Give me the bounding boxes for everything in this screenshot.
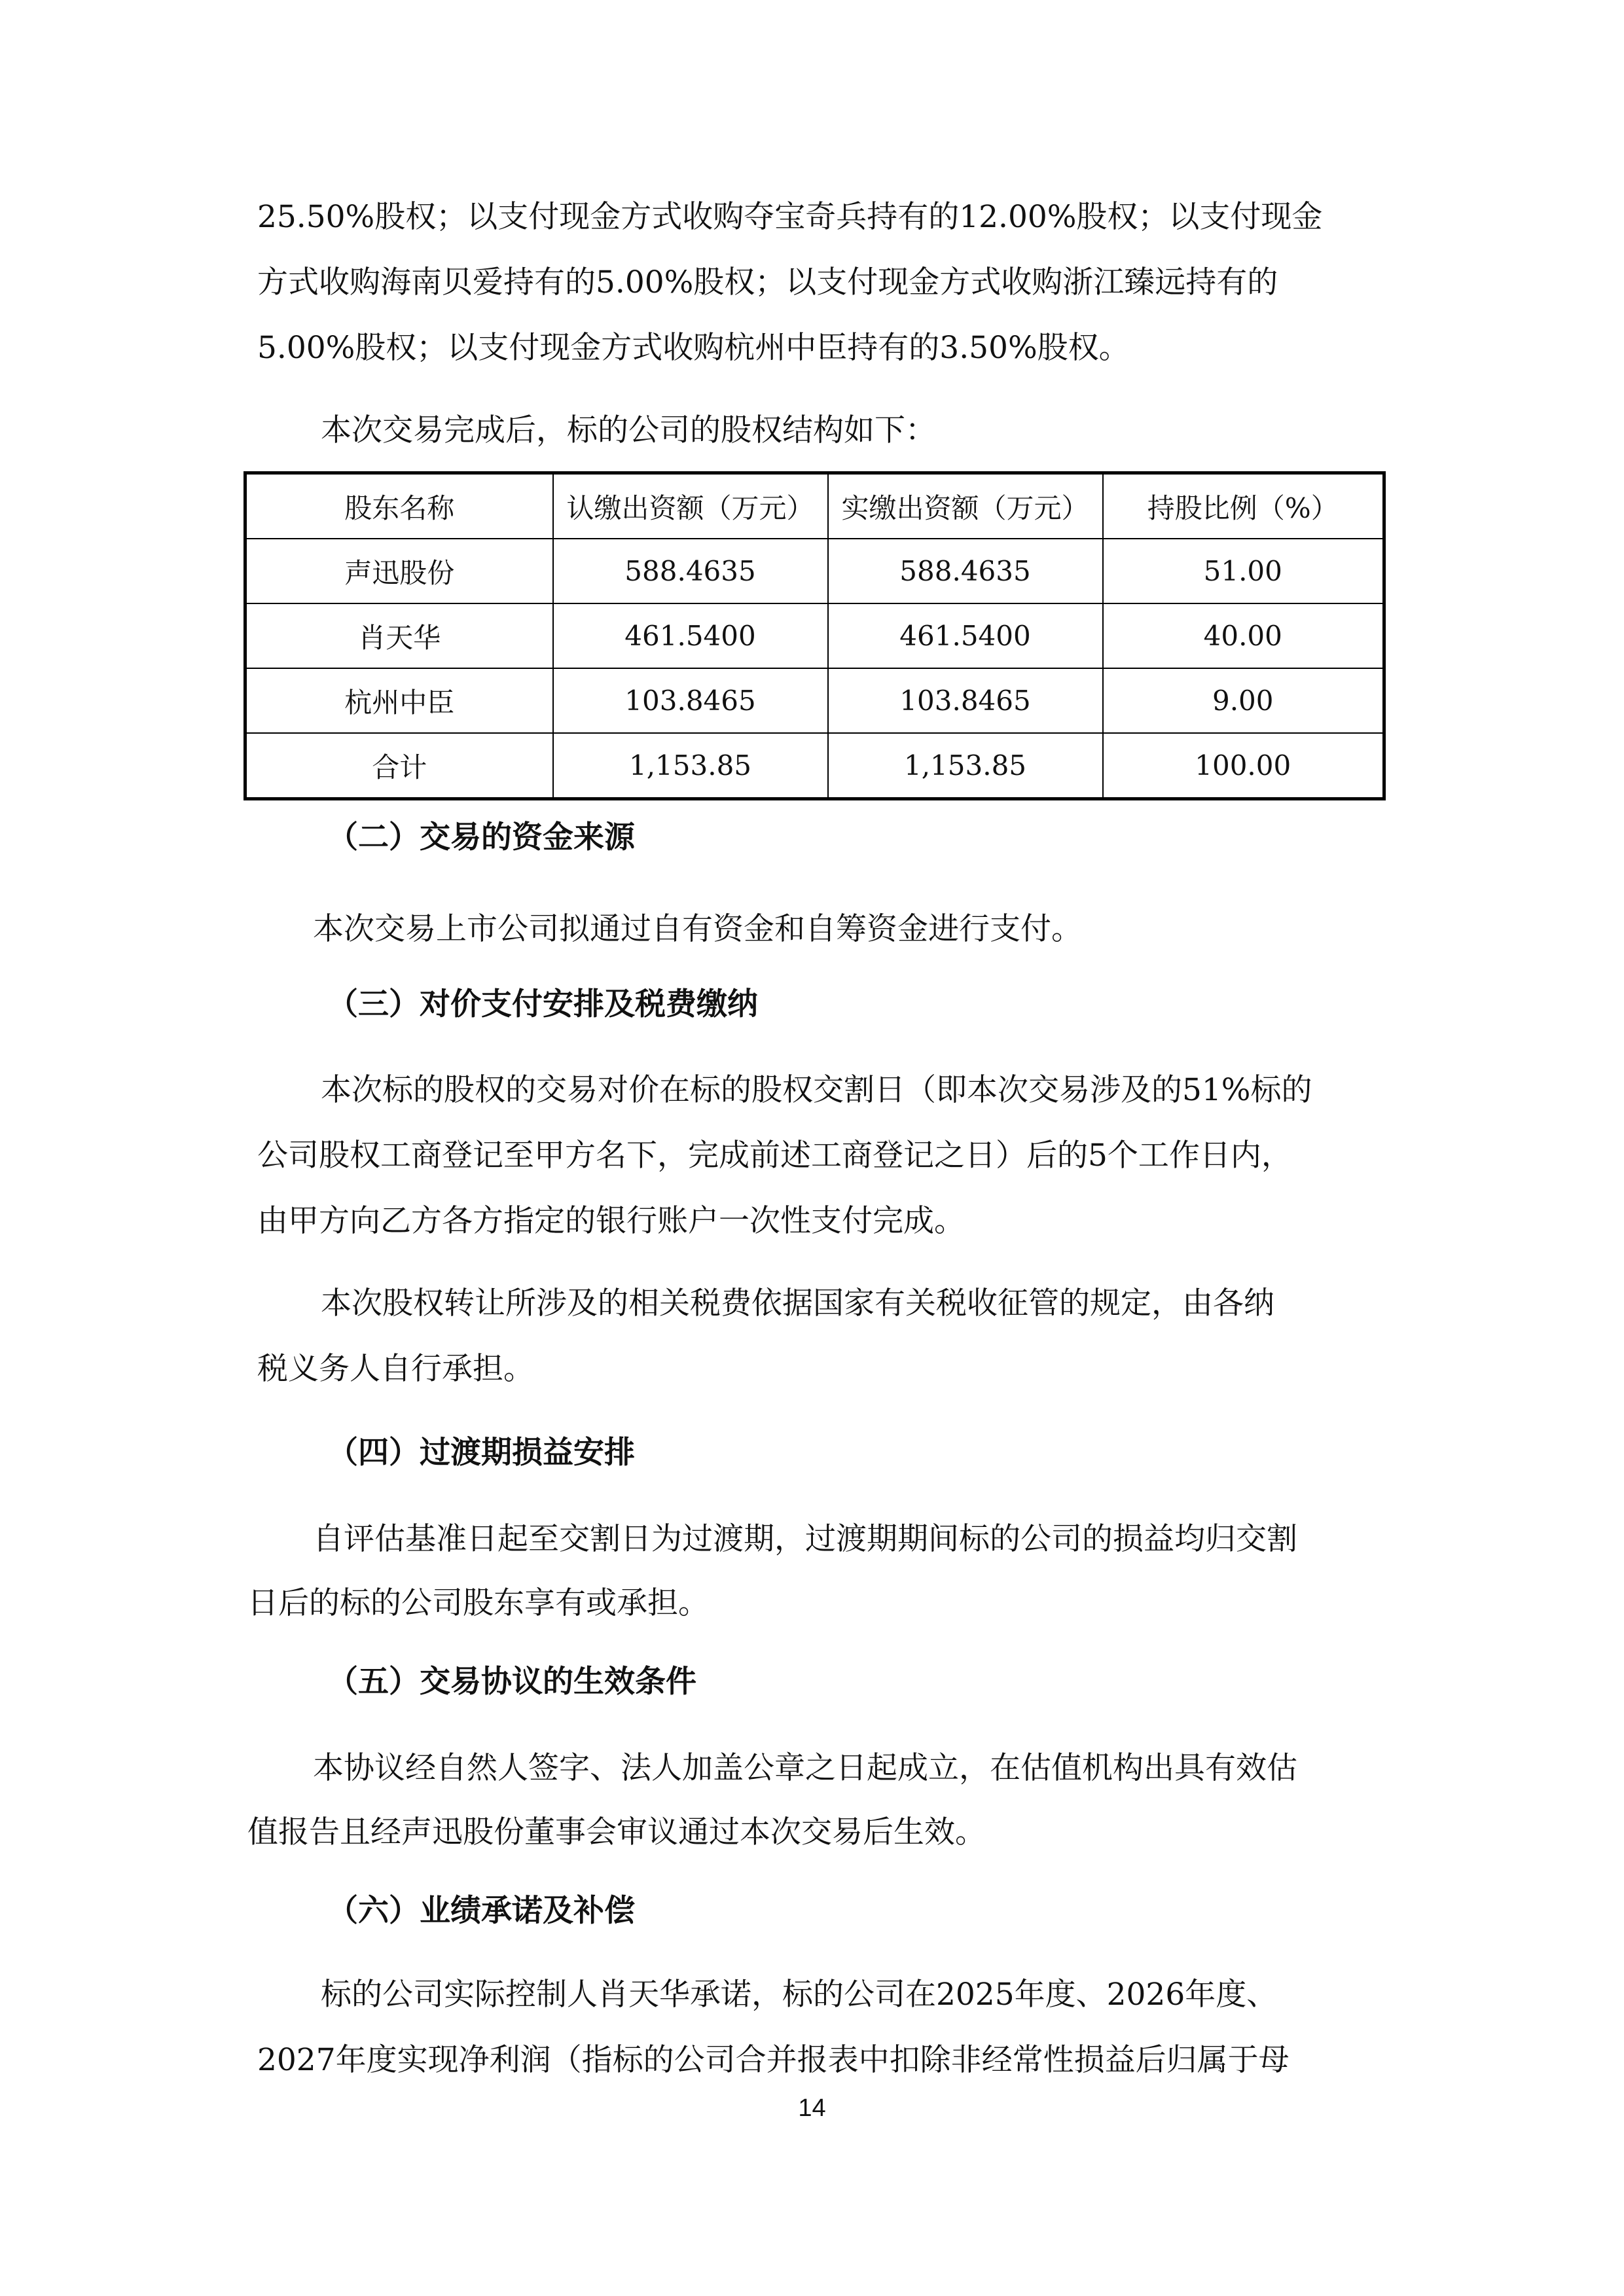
cell-shareholder: 肖天华 — [245, 603, 553, 668]
paragraph-line: 方式收购海南贝爱持有的5.00%股权；以支付现金方式收购浙江臻远持有的 — [257, 264, 1278, 300]
section-heading: （六）业绩承诺及补偿 — [327, 1893, 635, 1929]
table-header-row — [245, 473, 1384, 539]
cell-paid-capital: 461.5400 — [828, 603, 1103, 668]
column-header-paid-capital: 实缴出资额（万元） — [828, 473, 1103, 539]
section-heading: （三）对价支付安排及税费缴纳 — [327, 986, 758, 1022]
paragraph-line: 本次股权转让所涉及的相关税费依据国家有关税收征管的规定，由各纳 — [321, 1285, 1274, 1321]
paragraph-line: 由甲方向乙方各方指定的银行账户一次性支付完成。 — [257, 1203, 965, 1239]
cell-shareholder: 合计 — [245, 733, 553, 799]
cell-shareholding-ratio: 9.00 — [1103, 668, 1384, 733]
cell-subscribed-capital: 103.8465 — [553, 668, 828, 733]
cell-shareholder: 杭州中臣 — [245, 668, 553, 733]
page-number: 14 — [798, 2094, 826, 2122]
paragraph-line: 自评估基准日起至交割日为过渡期，过渡期期间标的公司的损益均归交割 — [313, 1521, 1297, 1557]
equity-structure-table — [244, 471, 1386, 800]
cell-shareholding-ratio: 100.00 — [1103, 733, 1384, 799]
cell-paid-capital: 1,153.85 — [828, 733, 1103, 799]
table-row — [245, 539, 1384, 603]
paragraph-line: 5.00%股权；以支付现金方式收购杭州中臣持有的3.50%股权。 — [257, 330, 1130, 366]
paragraph-line: 2027年度实现净利润（指标的公司合并报表中扣除非经常性损益后归属于母 — [257, 2042, 1290, 2078]
column-header-shareholding-ratio: 持股比例（%） — [1103, 473, 1384, 539]
cell-shareholding-ratio: 51.00 — [1103, 539, 1384, 603]
paragraph-line: 税义务人自行承担。 — [257, 1351, 534, 1387]
cell-subscribed-capital: 1,153.85 — [553, 733, 828, 799]
table-row — [245, 668, 1384, 733]
section-heading: （四）过渡期损益安排 — [327, 1435, 635, 1471]
cell-paid-capital: 588.4635 — [828, 539, 1103, 603]
table-total-row — [245, 733, 1384, 799]
paragraph-line: 25.50%股权；以支付现金方式收购夺宝奇兵持有的12.00%股权；以支付现金 — [257, 199, 1323, 235]
paragraph-line: 本协议经自然人签字、法人加盖公章之日起成立，在估值机构出具有效估 — [313, 1750, 1297, 1786]
cell-subscribed-capital: 588.4635 — [553, 539, 828, 603]
paragraph-line: 本次标的股权的交易对价在标的股权交割日（即本次交易涉及的51%标的 — [321, 1072, 1312, 1108]
table-row — [245, 603, 1384, 668]
paragraph-line: 本次交易上市公司拟通过自有资金和自筹资金进行支付。 — [313, 911, 1082, 947]
cell-shareholder: 声迅股份 — [245, 539, 553, 603]
column-header-subscribed-capital: 认缴出资额（万元） — [553, 473, 828, 539]
table-intro-text: 本次交易完成后，标的公司的股权结构如下： — [321, 412, 936, 448]
paragraph-line: 标的公司实际控制人肖天华承诺，标的公司在2025年度、2026年度、 — [321, 1977, 1278, 2013]
paragraph-line: 公司股权工商登记至甲方名下，完成前述工商登记之日）后的5个工作日内， — [257, 1138, 1292, 1174]
cell-subscribed-capital: 461.5400 — [553, 603, 828, 668]
section-heading: （二）交易的资金来源 — [327, 819, 635, 855]
column-header-shareholder: 股东名称 — [245, 473, 553, 539]
section-heading: （五）交易协议的生效条件 — [327, 1664, 696, 1700]
cell-paid-capital: 103.8465 — [828, 668, 1103, 733]
cell-shareholding-ratio: 40.00 — [1103, 603, 1384, 668]
paragraph-line: 日后的标的公司股东享有或承担。 — [247, 1585, 709, 1621]
paragraph-line: 值报告且经声迅股份董事会审议通过本次交易后生效。 — [247, 1814, 986, 1850]
